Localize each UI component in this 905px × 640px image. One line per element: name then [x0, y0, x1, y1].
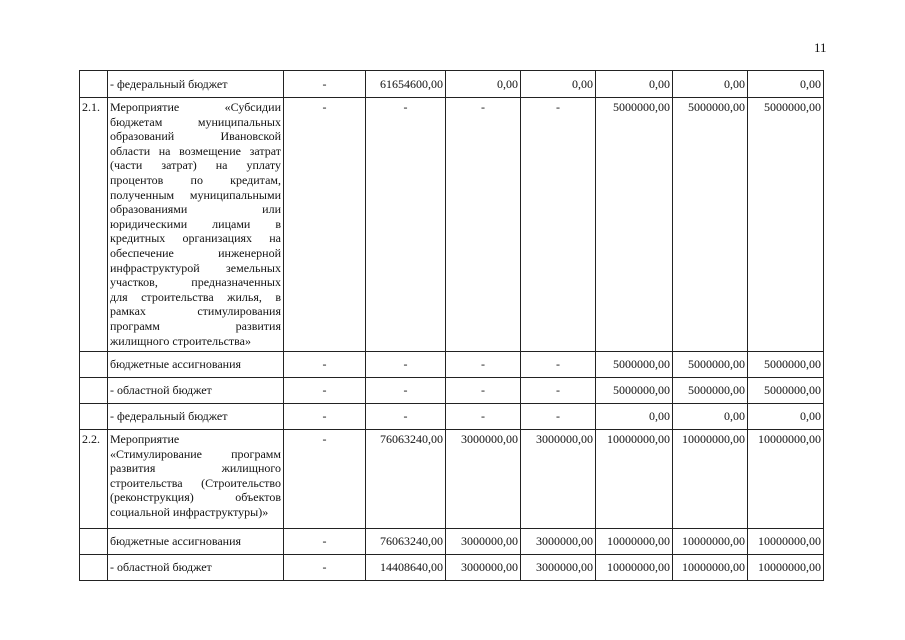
value-cell: - [284, 529, 366, 555]
value-cell: 0,00 [596, 404, 673, 430]
item-name-line: бюджетные ассигнования [110, 534, 242, 549]
table-row [80, 71, 824, 98]
value-cell: 10000000,00 [673, 555, 748, 581]
value-cell: - [284, 378, 366, 404]
value-cell: - [521, 352, 596, 378]
table-row [80, 555, 824, 581]
value-cell: 10000000,00 [596, 529, 673, 555]
item-name-line: рамках стимулирования [110, 304, 281, 319]
value-cell: 61654600,00 [366, 71, 446, 98]
value-cell: - [366, 378, 446, 404]
value-cell: 10000000,00 [596, 555, 673, 581]
value-cell: - [446, 98, 521, 352]
item-name-line: строительства (Строительство [110, 475, 281, 490]
value-cell: 3000000,00 [446, 430, 521, 529]
value-cell: 3000000,00 [446, 529, 521, 555]
row-number-cell [80, 352, 108, 378]
item-name-line: образований Ивановской [110, 129, 281, 144]
value-cell: 3000000,00 [521, 555, 596, 581]
item-name-line: для строительства жилья, в [110, 289, 281, 304]
table-row [80, 430, 824, 529]
item-name-line: участков, предназначенных [110, 275, 281, 290]
item-name-line: процентов по кредитам, [110, 172, 281, 187]
value-cell: 0,00 [673, 404, 748, 430]
value-cell: 3000000,00 [521, 529, 596, 555]
item-name-line: (реконструкция) объектов [110, 490, 281, 505]
value-cell: 10000000,00 [748, 555, 824, 581]
item-name-cell [108, 529, 284, 555]
value-cell: - [446, 352, 521, 378]
item-name-cell [108, 352, 284, 378]
value-cell: 76063240,00 [366, 430, 446, 529]
budget-table-body [80, 71, 824, 581]
value-cell: 76063240,00 [366, 529, 446, 555]
value-cell: 5000000,00 [748, 352, 824, 378]
value-cell: - [521, 98, 596, 352]
value-cell: 14408640,00 [366, 555, 446, 581]
row-number-cell [80, 404, 108, 430]
item-name-line: бюджетам муниципальных [110, 114, 281, 129]
item-name-line: обеспечение инженерной [110, 245, 281, 260]
item-name-line: кредитных организациях на [110, 231, 281, 246]
value-cell: 10000000,00 [748, 529, 824, 555]
row-number-cell [80, 529, 108, 555]
item-name-cell [108, 430, 284, 529]
value-cell: 0,00 [521, 71, 596, 98]
item-name-line: жилищного строительства» [110, 333, 251, 348]
item-name-line: Мероприятие «Субсидии [110, 100, 281, 114]
row-number-cell: 2.2. [80, 430, 108, 529]
table-row [80, 378, 824, 404]
item-name-line: Мероприятие [110, 432, 180, 446]
table-row [80, 529, 824, 555]
item-name-line: развития жилищного [110, 461, 281, 476]
item-name-line: инфраструктурой земельных [110, 260, 281, 275]
item-name-line: - областной бюджет [110, 560, 212, 575]
value-cell: 10000000,00 [673, 430, 748, 529]
value-cell: 5000000,00 [596, 352, 673, 378]
value-cell: 0,00 [748, 404, 824, 430]
value-cell: 5000000,00 [748, 98, 824, 352]
item-name-line: области на возмещение затрат [110, 143, 281, 158]
item-name-line: - федеральный бюджет [110, 76, 228, 91]
item-name-cell [108, 555, 284, 581]
page-number: 11 [814, 40, 827, 55]
value-cell: 3000000,00 [521, 430, 596, 529]
table-row [80, 98, 824, 352]
value-cell: - [284, 71, 366, 98]
value-cell: 0,00 [673, 71, 748, 98]
value-cell: - [366, 352, 446, 378]
item-name-cell [108, 98, 284, 352]
item-name-cell [108, 378, 284, 404]
value-cell: - [446, 404, 521, 430]
value-cell: 0,00 [748, 71, 824, 98]
item-name-line: - областной бюджет [110, 383, 212, 398]
item-name-line: полученным муниципальными [110, 187, 281, 202]
row-number-cell [80, 378, 108, 404]
value-cell: - [284, 98, 366, 352]
value-cell: 3000000,00 [446, 555, 521, 581]
item-name-line: (части затрат) на уплату [110, 158, 281, 173]
item-name-line: бюджетные ассигнования [110, 357, 242, 372]
value-cell: 5000000,00 [748, 378, 824, 404]
item-name-line: программ развития [110, 318, 281, 333]
value-cell: - [446, 378, 521, 404]
item-name-line: - федеральный бюджет [110, 409, 228, 424]
table-row [80, 404, 824, 430]
row-number-cell [80, 555, 108, 581]
value-cell: - [284, 555, 366, 581]
table-row [80, 352, 824, 378]
value-cell: - [284, 352, 366, 378]
value-cell: 10000000,00 [748, 430, 824, 529]
value-cell: - [284, 430, 366, 529]
item-name-cell [108, 404, 284, 430]
item-name-line: социальной инфраструктуры)» [110, 504, 269, 519]
budget-table [79, 70, 824, 581]
value-cell: 5000000,00 [596, 378, 673, 404]
value-cell: 0,00 [596, 71, 673, 98]
value-cell: - [521, 378, 596, 404]
value-cell: 10000000,00 [673, 529, 748, 555]
value-cell: 5000000,00 [673, 378, 748, 404]
value-cell: 5000000,00 [673, 98, 748, 352]
item-name-line: образованиями или [110, 202, 281, 217]
item-name-cell [108, 71, 284, 98]
value-cell: 5000000,00 [596, 98, 673, 352]
row-number-cell [80, 71, 108, 98]
value-cell: 5000000,00 [673, 352, 748, 378]
value-cell: - [366, 404, 446, 430]
item-name-line: юридическими лицами в [110, 216, 281, 231]
row-number-cell: 2.1. [80, 98, 108, 352]
value-cell: - [366, 98, 446, 352]
value-cell: - [521, 404, 596, 430]
item-name-line: «Стимулирование программ [110, 446, 281, 461]
value-cell: - [284, 404, 366, 430]
value-cell: 0,00 [446, 71, 521, 98]
value-cell: 10000000,00 [596, 430, 673, 529]
